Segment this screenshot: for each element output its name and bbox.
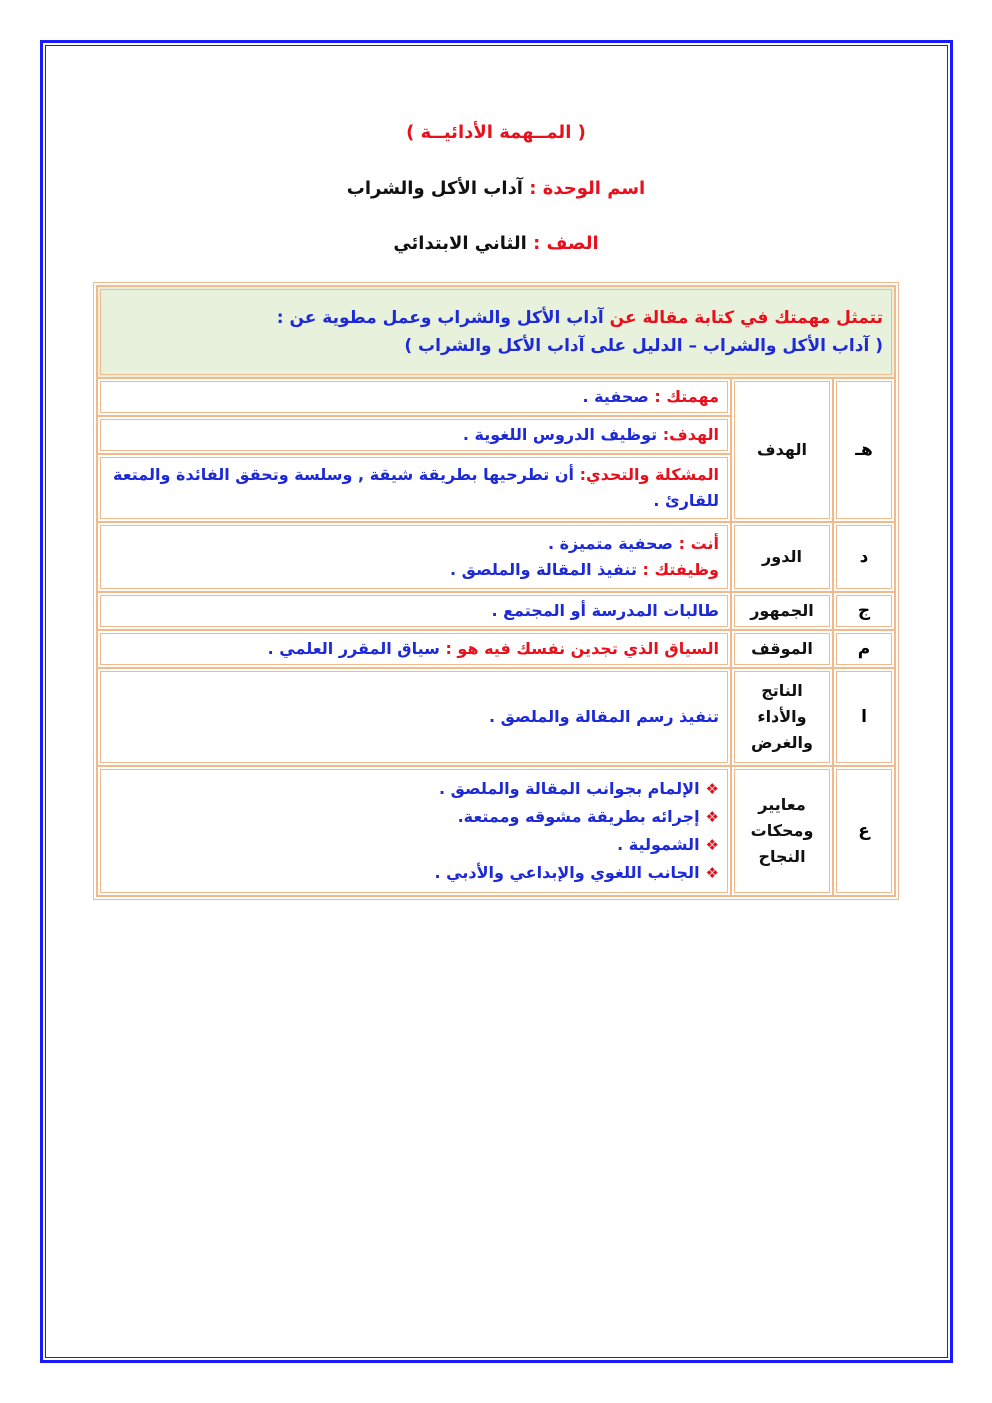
intro-line1-blue: آداب الأكل والشراب وعمل مطوية عن : [276, 308, 604, 328]
criteria-item: ❖الجانب اللغوي والإبداعي والأدبي . [434, 863, 719, 882]
task-value: صحفية . [582, 387, 649, 406]
situation-cell [97, 630, 731, 668]
grade-label: الصف : [533, 233, 599, 254]
product-value: تنفيذ رسم المقالة والملصق . [97, 668, 731, 766]
goal-letter: هـ [833, 378, 895, 522]
goal-label: الهدف [731, 378, 833, 522]
criteria-item: ❖الإلمام بجوانب المقالة والملصق . [438, 779, 719, 798]
goal-sub-value: توظيف الدروس اللغوية . [462, 425, 658, 444]
goal-problem-cell [97, 454, 731, 522]
grade-line [0, 233, 992, 254]
grade-value: الثاني الابتدائي [393, 233, 527, 254]
criteria-item: ❖إجرائه بطريقة مشوقه وممتعة. [457, 807, 719, 826]
product-label [731, 668, 833, 766]
task-table [93, 282, 899, 900]
job-label: وظيفتك : [642, 560, 719, 579]
bullet-icon: ❖ [705, 780, 719, 798]
criteria-list [97, 766, 731, 896]
unit-name-line [0, 178, 992, 199]
audience-letter: ج [833, 592, 895, 630]
audience-label: الجمهور [731, 592, 833, 630]
you-label: أنت : [678, 534, 719, 553]
criteria-label-line3: النجاح [758, 847, 806, 866]
unit-value: آداب الأكل والشراب [346, 178, 523, 199]
product-label-line3: والغرض [751, 733, 813, 752]
intro-row [97, 286, 895, 378]
context-value: سياق المقرر العلمي . [267, 639, 440, 658]
intro-cell [97, 286, 895, 378]
criteria-label-line2: ومحكات [750, 821, 814, 840]
intro-line1-red: تتمثل مهمتك في كتابة مقالة عن [609, 308, 883, 328]
situation-label: الموقف [731, 630, 833, 668]
role-cell [97, 522, 731, 592]
role-letter: د [833, 522, 895, 592]
task-label: مهمتك : [654, 387, 719, 406]
unit-label: اسم الوحدة : [529, 178, 646, 199]
product-row [97, 668, 895, 766]
intro-line2: ( آداب الأكل والشراب – الدليل على آداب الأكل والشراب ) [404, 336, 883, 356]
situation-letter: م [833, 630, 895, 668]
context-label: السياق الذي تجدين نفسك فيه هو : [445, 639, 719, 658]
criteria-label [731, 766, 833, 896]
audience-row [97, 592, 895, 630]
criteria-item: ❖الشمولية . [617, 835, 719, 854]
job-value: تنفيذ المقالة والملصق . [450, 560, 637, 579]
role-row [97, 522, 895, 592]
bullet-icon: ❖ [705, 808, 719, 826]
you-value: صحفية متميزة . [547, 534, 674, 553]
role-label: الدور [731, 522, 833, 592]
goal-task-cell [97, 378, 731, 416]
audience-value: طالبات المدرسة أو المجتمع . [97, 592, 731, 630]
product-letter: ا [833, 668, 895, 766]
bullet-icon: ❖ [705, 864, 719, 882]
product-label-line2: والأداء [757, 707, 807, 726]
problem-value: أن تطرحيها بطريقة شيقة , وسلسة وتحقق الفائدة والمتعة للقارئ . [113, 465, 719, 510]
criteria-label-line1: معايير [758, 795, 806, 814]
situation-row [97, 630, 895, 668]
goal-goal-cell [97, 416, 731, 454]
criteria-letter: ع [833, 766, 895, 896]
goal-sub-label: الهدف: [662, 425, 719, 444]
bullet-icon: ❖ [705, 836, 719, 854]
product-label-line1: الناتج [761, 681, 803, 700]
goal-row-task [97, 378, 895, 416]
criteria-row [97, 766, 895, 896]
problem-label: المشكلة والتحدي: [579, 465, 719, 484]
page-title: ( المــهمة الأدائيــة ) [406, 122, 586, 143]
